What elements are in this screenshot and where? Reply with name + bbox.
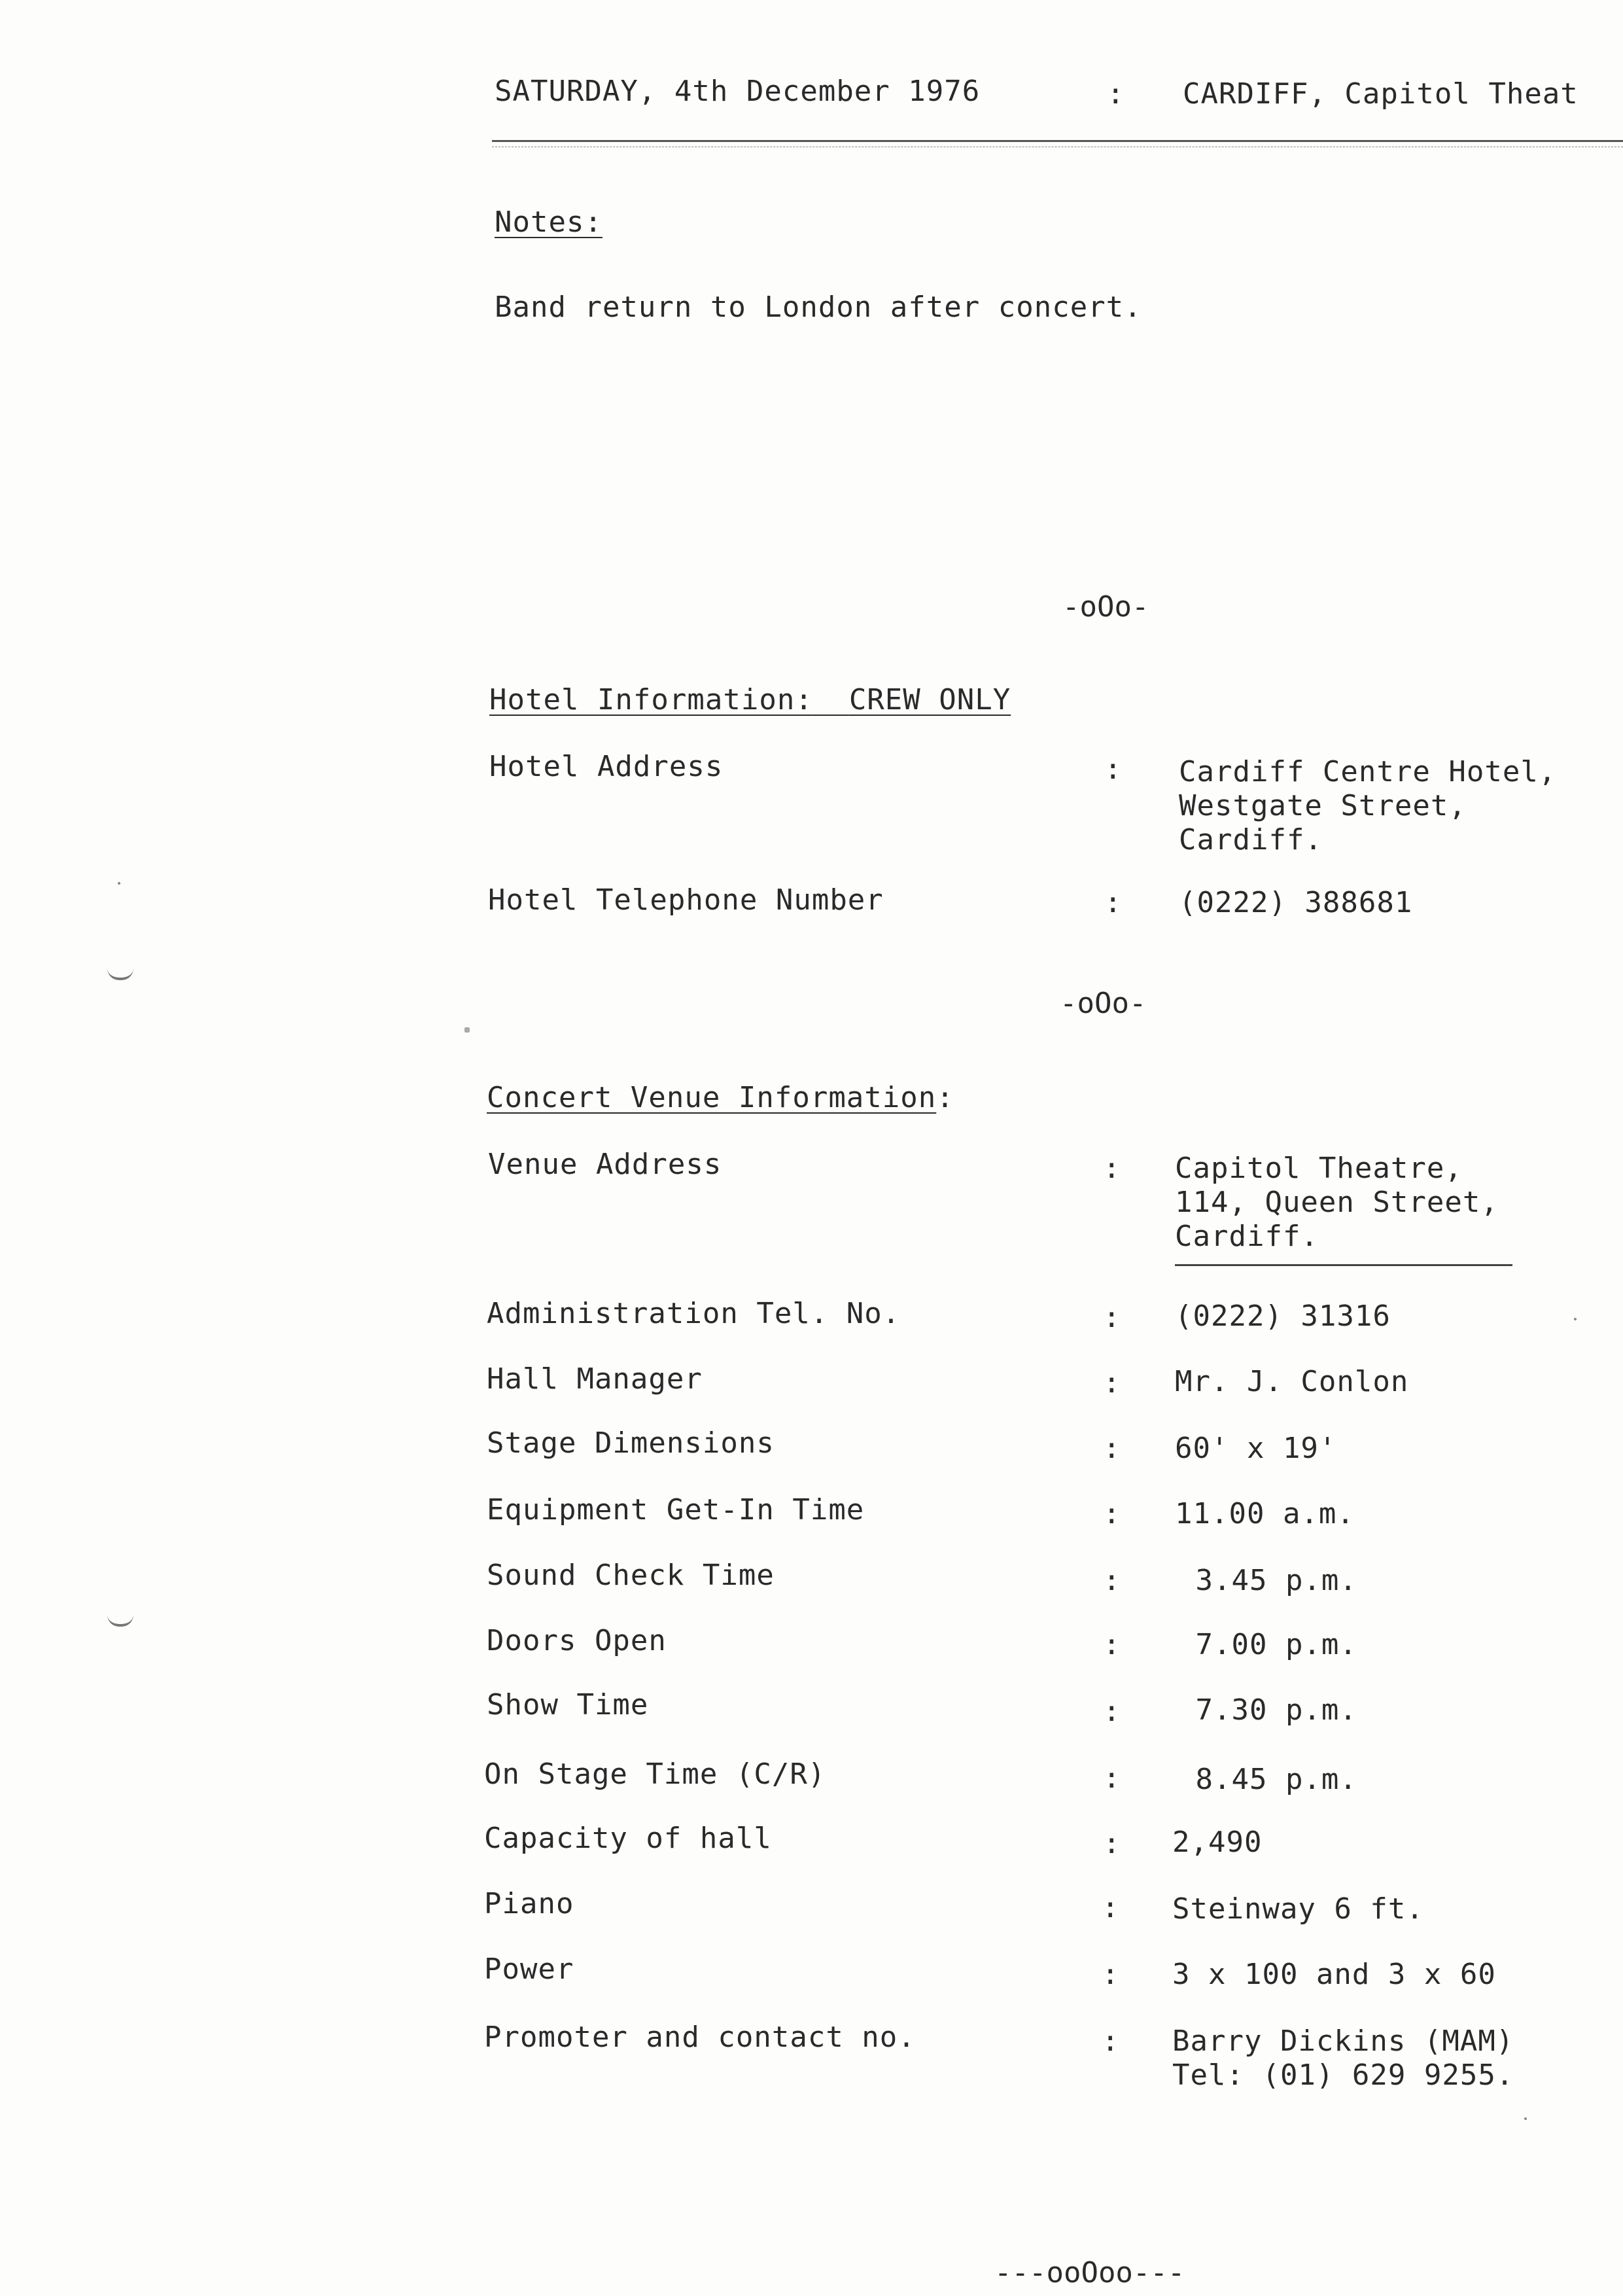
venue-row-label: Hall Manager	[487, 1362, 703, 1396]
venue-row-label: Piano	[484, 1887, 574, 1920]
venue-row-colon: :	[1103, 1497, 1121, 1530]
paper-speck	[464, 1027, 470, 1033]
venue-row-colon: :	[1102, 2024, 1119, 2058]
section-divider: -oOo-	[1060, 987, 1147, 1020]
hotel-heading	[489, 683, 1011, 717]
venue-row-label: Equipment Get-In Time	[487, 1493, 865, 1527]
venue-row-colon: :	[1103, 1564, 1121, 1597]
venue-address-rule	[1175, 1264, 1512, 1266]
binder-mark	[107, 968, 133, 980]
venue-row-label: Venue Address	[488, 1148, 722, 1181]
venue-row-value: Capitol Theatre, 114, Queen Street, Cardiff.	[1175, 1152, 1499, 1253]
venue-row-value: 7.00 p.m.	[1178, 1628, 1357, 1661]
venue-row-value: 60' x 19'	[1175, 1432, 1337, 1465]
venue-row-value: 3 x 100 and 3 x 60	[1172, 1958, 1496, 1991]
hotel-heading-note: CREW ONLY	[848, 683, 1011, 716]
hotel-row-colon: :	[1104, 752, 1122, 786]
venue-row-value: Steinway 6 ft.	[1172, 1892, 1424, 1926]
venue-row-value: 8.45 p.m.	[1178, 1763, 1357, 1796]
venue-row-label: Power	[484, 1952, 574, 1986]
venue-row-colon: :	[1103, 1432, 1121, 1465]
hotel-row-label: Hotel Telephone Number	[488, 883, 884, 917]
hotel-row-colon: :	[1104, 886, 1122, 919]
venue-row-label: Sound Check Time	[487, 1559, 775, 1592]
venue-row-colon: :	[1102, 1958, 1119, 1991]
end-divider: ---ooOoo---	[994, 2256, 1185, 2289]
paper-speck	[1524, 2117, 1527, 2120]
paper-speck	[118, 882, 120, 885]
hotel-row-value: Cardiff Centre Hotel, Westgate Street, Cardiff.	[1179, 755, 1557, 857]
venue-heading	[487, 1081, 954, 1115]
venue-row-label: Doors Open	[487, 1624, 667, 1657]
notes-heading: Notes:	[495, 205, 602, 239]
venue-row-label: Show Time	[487, 1688, 649, 1722]
header-date: SATURDAY, 4th December 1976	[495, 75, 981, 108]
venue-row-value: 3.45 p.m.	[1178, 1564, 1357, 1597]
venue-row-value: 11.00 a.m.	[1175, 1497, 1355, 1530]
venue-row-value: Mr. J. Conlon	[1175, 1365, 1409, 1398]
binder-mark	[107, 1615, 133, 1627]
notes-text: Band return to London after concert.	[495, 291, 1142, 324]
venue-row-colon: :	[1103, 1628, 1121, 1661]
venue-row-label: Capacity of hall	[484, 1822, 772, 1855]
venue-heading-label: Concert Venue Information	[487, 1081, 937, 1114]
venue-row-label: On Stage Time (C/R)	[484, 1757, 826, 1791]
venue-row-colon: :	[1102, 1891, 1119, 1924]
paper-speck	[1574, 1318, 1577, 1320]
header-location: CARDIFF, Capitol Theat	[1183, 77, 1579, 111]
hotel-row-value: (0222) 388681	[1179, 886, 1413, 919]
venue-row-label: Stage Dimensions	[487, 1426, 775, 1460]
venue-row-value: Barry Dickins (MAM) Tel: (01) 629 9255.	[1172, 2024, 1514, 2092]
hotel-heading-label: Hotel Information:	[489, 683, 813, 716]
venue-row-value: (0222) 31316	[1175, 1299, 1391, 1333]
venue-row-colon: :	[1103, 1366, 1121, 1400]
hotel-row-label: Hotel Address	[489, 750, 724, 783]
venue-row-label: Promoter and contact no.	[484, 2021, 916, 2054]
venue-heading-suffix: :	[936, 1081, 954, 1114]
venue-row-colon: :	[1103, 1827, 1121, 1860]
venue-row-colon: :	[1103, 1152, 1121, 1185]
venue-row-colon: :	[1103, 1301, 1121, 1334]
venue-row-value: 2,490	[1172, 1826, 1263, 1859]
header-separator: :	[1107, 77, 1125, 111]
header-rule	[492, 140, 1623, 142]
section-divider: -oOo-	[1062, 590, 1149, 624]
venue-row-colon: :	[1103, 1695, 1121, 1728]
venue-row-colon: :	[1103, 1761, 1121, 1795]
venue-row-value: 7.30 p.m.	[1178, 1693, 1357, 1727]
venue-row-label: Administration Tel. No.	[487, 1297, 901, 1330]
